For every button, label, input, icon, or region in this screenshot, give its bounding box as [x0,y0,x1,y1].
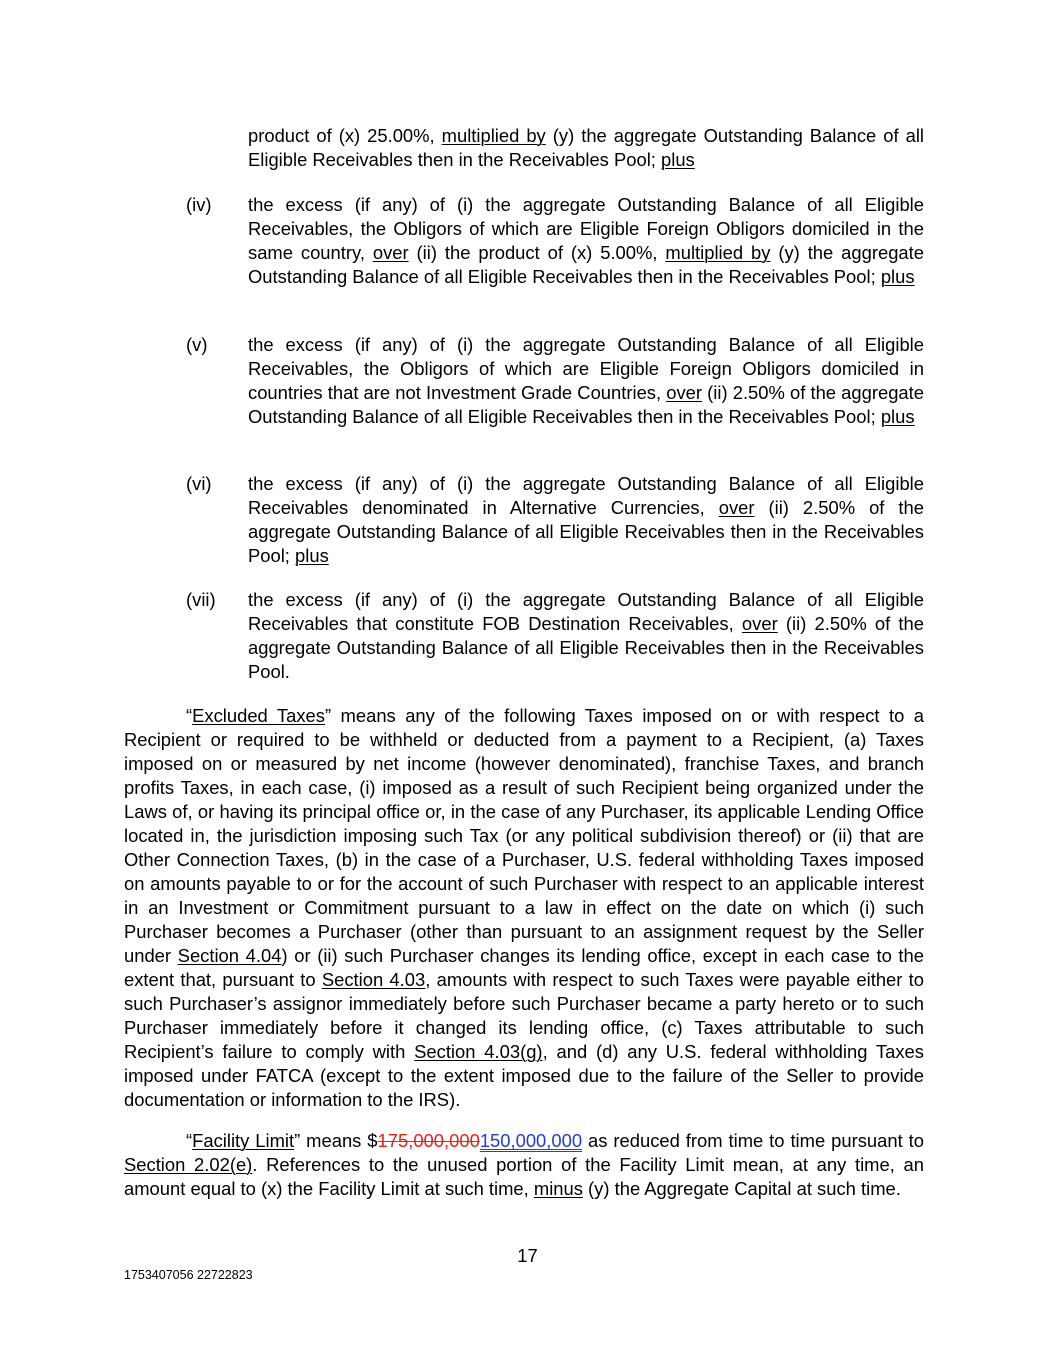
text: (ii) the product of (x) 5.00%, [408,242,666,263]
list-item-iv [248,193,924,289]
text: ” means any of the following Taxes imposed on or with respect to a Recipient or required to be withheld or deducted from a payment to a Recipient, (a) Taxes imposed on or measured by net income (however denominated), franchise Taxes, and branch profits Taxes, in each case, (i) imposed as a result of such Recipient being organized under the Laws of, or having its principal office or, in the case of any Purchaser, its applicable Lending Office located in, the jurisdiction imposing such Tax (or any political subdivision thereof) or (ii) that are Other Connection Taxes, (b) in the case of a Purchaser, U.S. federal withholding Taxes imposed on amounts payable to or for the account of such Purchaser with respect to an applicable interest in an Investment or Commitment pursuant to a law in effect on the date on which (i) such Purchaser becomes a Purchaser (other than pursuant to an assignment request by the Seller under [124,705,924,966]
text: (ii) 2.50% of the aggregate Outstanding Balance of all Eligible Receivables then in the Receivables Pool; [248,382,924,427]
underlined-term: over [372,242,409,263]
text: , and (d) any U.S. federal withholding Taxes imposed under FATCA (except to the extent imposed due to the failure of the Seller to provide documentation or information to the IRS). [124,1041,924,1110]
deleted-amount: 175,000,000 [377,1130,480,1151]
item-number: (vii) [186,589,216,610]
continuation-paragraph [248,124,924,172]
text: , amounts with respect to such Taxes were payable either to such Purchaser’s assignor immediately before such Purchaser became a party hereto or to such Purchaser immediately before it changed its lending office, (c) Taxes attributable to such Recipient’s failure to comply with [124,969,924,1062]
section-reference: Section 4.03(g) [414,1041,543,1062]
text: (ii) 2.50% of the aggregate Outstanding Balance of all Eligible Receivables then in the Receivables Pool; [248,497,924,566]
facility-limit-definition [124,1129,924,1201]
text: the excess (if any) of (i) the aggregate Outstanding Balance of all Eligible Receivables denominated in Alternative Currencies, [248,473,924,518]
text: the excess (if any) of (i) the aggregate Outstanding Balance of all Eligible Receivables, the Obligors of which are Eligible Foreign Obligors domiciled in countries that are not Investment Grade Countries, [248,334,924,403]
item-number: (iv) [186,194,212,215]
defined-term: Facility Limit [192,1130,295,1151]
section-reference: Section 4.04 [177,945,282,966]
text: product of (x) 25.00%, [248,125,442,146]
quote-open: “ [186,1130,193,1151]
inserted-amount: 150,000,000 [479,1130,583,1151]
text: the excess (if any) of (i) the aggregate Outstanding Balance of all Eligible Receivables that constitute FOB Destination Receivables, [248,589,924,634]
list-item-v [248,333,924,429]
text: as reduced from time to time pursuant to [582,1130,924,1151]
underlined-term: over [666,382,703,403]
item-number: (v) [186,334,208,355]
list-item-vii [248,588,924,684]
underlined-term: over [718,497,755,518]
text: ” means $ [294,1130,378,1151]
text: the excess (if any) of (i) the aggregate Outstanding Balance of all Eligible Receivables, the Obligors of which are Eligible Foreign Obligors domiciled in the same country, [248,194,924,263]
text: (y) the aggregate Outstanding Balance of all Eligible Receivables then in the Receivables Pool; [248,125,925,170]
text: ) or (ii) such Purchaser changes its lending office, except in each case to the extent that, pursuant to [124,945,924,990]
underlined-term: multiplied by [665,242,771,263]
item-number: (vi) [186,473,212,494]
underlined-term: plus [880,406,915,427]
defined-term: Excluded Taxes [192,705,325,726]
underlined-term: plus [295,545,329,566]
text: . References to the unused portion of the Facility Limit mean, at any time, an amount equal to (x) the Facility Limit at such time, [124,1154,924,1199]
text: (y) the Aggregate Capital at such time. [582,1178,901,1199]
underlined-term: plus [880,266,915,287]
section-reference: Section 2.02(e) [124,1154,253,1175]
quote-open: “ [186,705,193,726]
excluded-taxes-definition [124,704,924,1112]
text: (ii) 2.50% of the aggregate Outstanding Balance of all Eligible Receivables then in the Receivables Pool. [248,613,924,682]
text: (y) the aggregate Outstanding Balance of all Eligible Receivables then in the Receivables Pool; [248,242,924,287]
underlined-term: plus [661,149,695,170]
list-item-vi [248,472,924,568]
underlined-term: over [741,613,778,634]
underlined-term: multiplied by [441,125,546,146]
page-number: 17 [517,1245,538,1266]
section-reference: Section 4.03 [321,969,426,990]
underlined-term: minus [533,1178,583,1199]
document-id: 1753407056 22722823 [124,1268,253,1282]
